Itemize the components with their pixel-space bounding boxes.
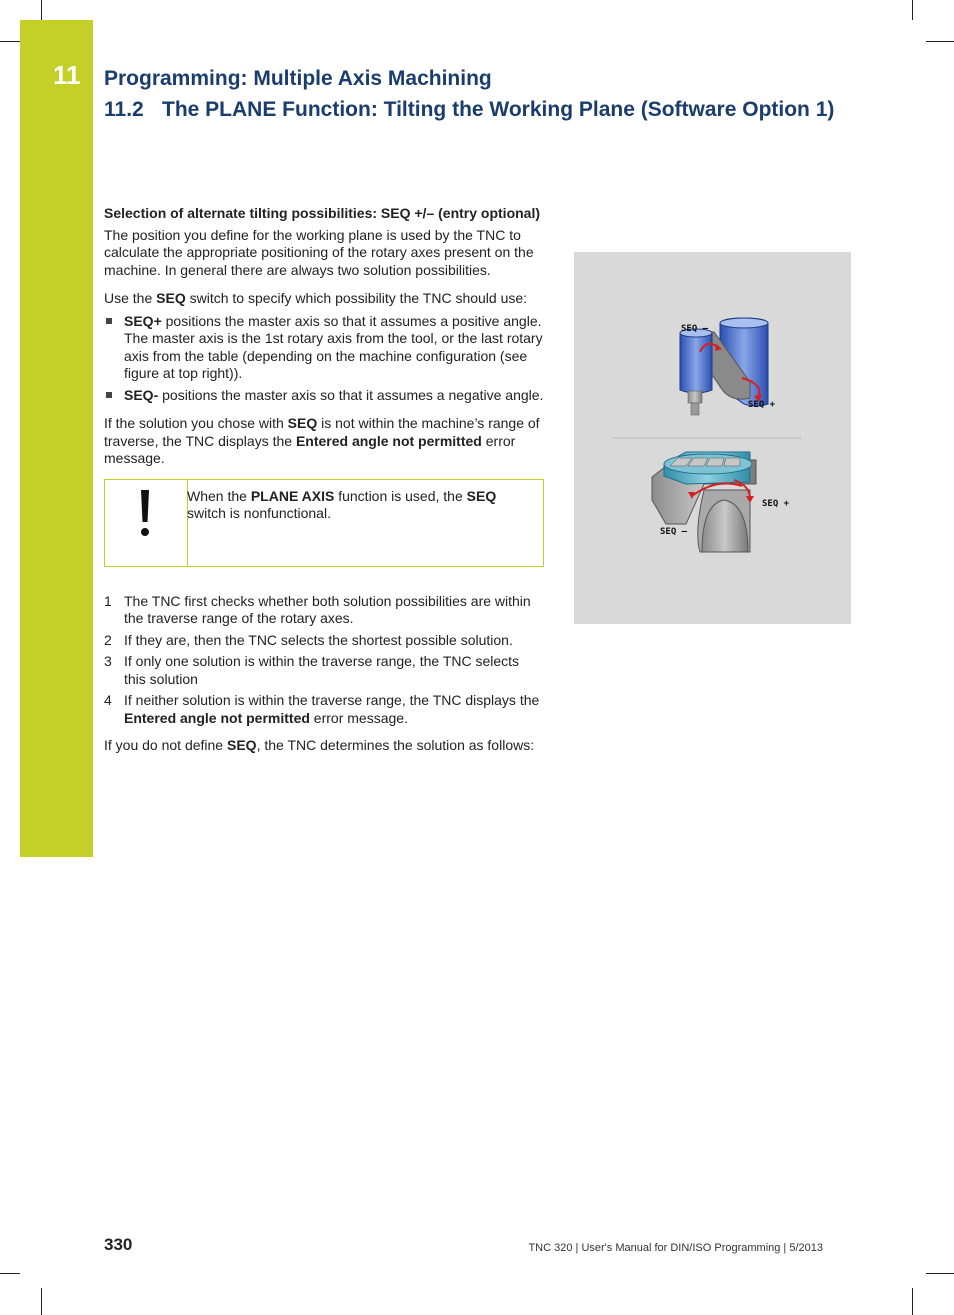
text-run: function is used, the (334, 487, 467, 504)
note-box (104, 479, 544, 567)
crop-mark (0, 41, 20, 42)
crop-mark (41, 1288, 42, 1315)
seq-illustration-svg (574, 252, 851, 624)
text-run: If the solution you chose with (104, 415, 288, 431)
seq-minus-label-bottom: SEQ – (660, 527, 688, 537)
section-title-text: The PLANE Function: Tilting the Working Plane (Software Option 1) (162, 98, 835, 121)
step-text: error message. (309, 709, 408, 726)
step-text: If only one solution is within the traverse range, the TNC selects this solution (124, 653, 520, 687)
list-item (104, 387, 544, 405)
chapter-number: 11 (53, 60, 81, 90)
paragraph-seq-usage (104, 290, 544, 308)
step-number: 4 (104, 692, 112, 708)
keyword-seq: SEQ (287, 415, 318, 431)
crop-mark (926, 1273, 954, 1274)
footer-text: TNC 320 | User's Manual for DIN/ISO Programming | 5/2013 (528, 1242, 823, 1254)
keyword-seq-plus: SEQ+ (124, 312, 162, 329)
chapter-sidebar (20, 20, 93, 857)
crop-mark (41, 0, 42, 20)
text-run: switch to specify which possibility the TNC should use: (185, 290, 528, 306)
section-number: 11.2 (104, 98, 144, 121)
step-item (104, 632, 544, 650)
section-title (104, 98, 834, 122)
step-text: The TNC first checks whether both solution possibilities are within the traverse range of the rotary axes. (124, 592, 531, 626)
keyword-seq-minus: SEQ- (124, 386, 159, 403)
step-text: If they are, then the TNC selects the shortest possible solution. (124, 631, 513, 648)
text-run: Use the (104, 290, 157, 306)
text-run: switch is nonfunctional. (187, 505, 331, 521)
step-number: 2 (104, 631, 112, 648)
chapter-title: Programming: Multiple Axis Machining (104, 67, 492, 90)
seq-illustration (574, 252, 851, 624)
keyword-plane-axis: PLANE AXIS (250, 487, 335, 504)
text-run: , the TNC determines the solution as follows: (256, 737, 535, 753)
paragraph-intro: The position you define for the working plane is used by the TNC to calculate the appropriate positioning of the rotary axes present on the machine. In general there are always two solution possibilities. (104, 226, 534, 278)
text-run: error message. (104, 432, 516, 466)
crop-mark (0, 1273, 20, 1274)
steps-list (104, 593, 544, 728)
exclamation-icon (135, 490, 155, 538)
text-run: When the (187, 487, 251, 504)
text-run: If you do not define (104, 737, 227, 753)
keyword-seq: SEQ (226, 737, 257, 753)
crop-mark (926, 41, 954, 42)
crop-mark (912, 0, 913, 20)
step-text: If neither solution is within the traverse range, the TNC displays the (124, 692, 540, 708)
note-text (187, 488, 537, 523)
error-message-name: Entered angle not permitted (295, 432, 482, 449)
step-item (104, 653, 544, 688)
bullet-list (104, 313, 544, 405)
page-number: 330 (104, 1235, 133, 1254)
text-run: is not within the machine’s range of traverse, the TNC displays the (104, 415, 540, 449)
crop-mark (912, 1288, 913, 1315)
seq-minus-label-top: SEQ – (681, 324, 709, 334)
paragraph-error (104, 415, 544, 468)
main-content (104, 205, 544, 766)
tilting-table-diagram (652, 452, 790, 552)
keyword-seq: SEQ (466, 487, 497, 504)
error-message-name: Entered angle not permitted (124, 709, 310, 726)
list-item (104, 313, 544, 383)
seq-plus-label-top: SEQ + (748, 400, 776, 410)
text-run: positions the master axis so that it assumes a positive angle. The master axis is the 1st rotary axis from the tool, or the last rotary axis from the table (depending on the machine configuration (see figure at top right)). (124, 312, 543, 381)
swivel-head-diagram (680, 318, 776, 415)
step-number: 3 (104, 653, 112, 669)
text-run: positions the master axis so that it assumes a negative angle. (158, 386, 544, 403)
paragraph-default (104, 737, 544, 755)
step-number: 1 (104, 592, 112, 609)
subheading: Selection of alternate tilting possibilities: SEQ +/– (entry optional) (104, 205, 541, 221)
seq-plus-label-bottom: SEQ + (762, 499, 790, 509)
step-item (104, 593, 544, 628)
keyword-seq: SEQ (156, 290, 186, 306)
step-item (104, 692, 544, 727)
